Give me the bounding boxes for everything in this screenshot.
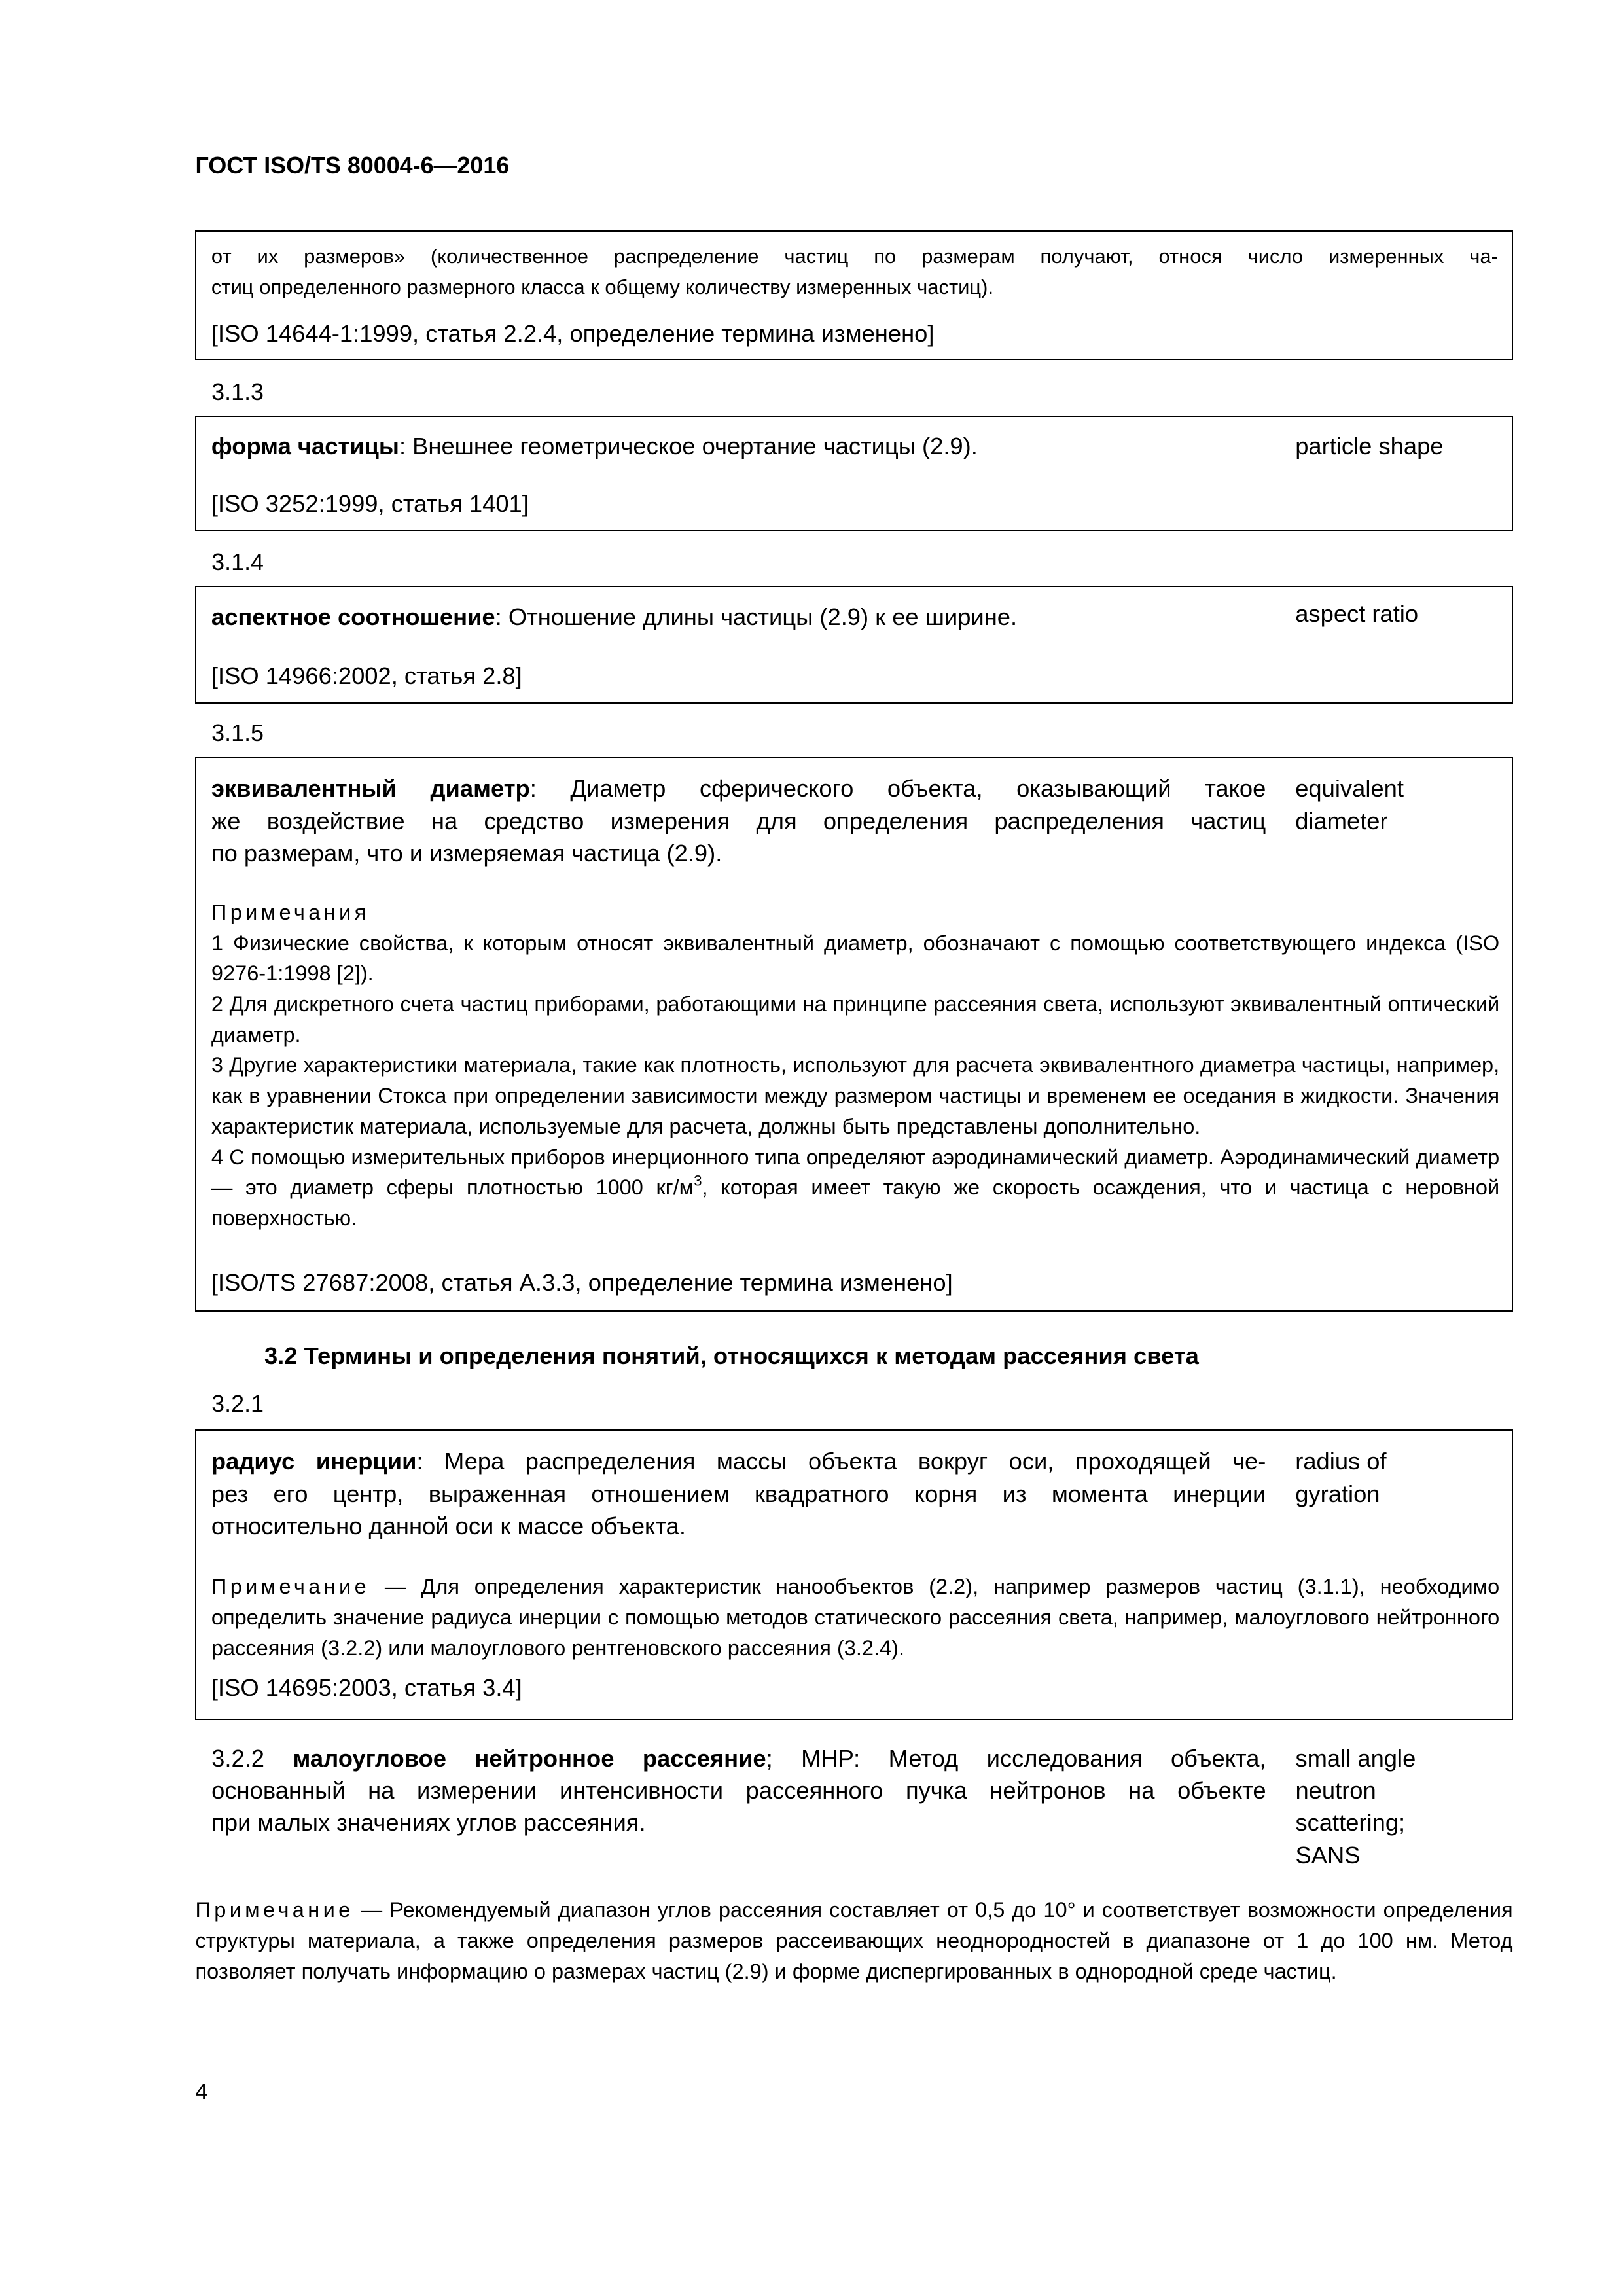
term-name: радиус инерции — [211, 1448, 417, 1475]
term-source: [ISO/TS 27687:2008, статья А.3.3, определение термина изменено] — [211, 1268, 953, 1296]
term-box-aspect-ratio — [195, 586, 1512, 704]
term-box-particle-shape — [195, 416, 1512, 531]
term-definition-line-3: по размерам, что и измеряемая частица (2.9). — [211, 840, 722, 867]
page-number: 4 — [195, 2079, 208, 2104]
term-definition — [211, 430, 978, 462]
notes-title: Примечания — [211, 901, 370, 925]
term-definition-line-2: же воздействие на средство измерения для определения распределения частиц — [211, 807, 1266, 834]
document-header: ГОСТ ISO/TS 80004-6—2016 — [195, 152, 510, 179]
term-definition-text: : Внешнее геометрическое очертание частицы (2.9). — [399, 433, 978, 460]
term-name: форма частицы — [211, 433, 399, 460]
term-box-equivalent-diameter — [195, 757, 1512, 1312]
section-heading: 3.2 Термины и определения понятий, относящихся к методам рассеяния света — [264, 1342, 1199, 1370]
term-source: [ISO 14695:2003, статья 3.4] — [211, 1674, 522, 1702]
term-english-sans: small angle neutron scattering; SANS — [1295, 1744, 1416, 1869]
term-definition — [211, 772, 1266, 869]
term-english: aspect ratio — [1295, 600, 1419, 628]
note-label: Примечание — [195, 1898, 354, 1922]
term-definition-line-1: 3.2.2 малоугловое нейтронное рассеяние; МНР: Метод исследования объекта, — [211, 1744, 1266, 1772]
term-definition-sans — [211, 1742, 1266, 1839]
term-english: radius of gyration — [1295, 1448, 1387, 1507]
continuation-box — [195, 230, 1512, 359]
term-definition — [211, 601, 1017, 633]
term-definition-line-1: эквивалентный диаметр: Диаметр сферического объекта, оказывающий такое — [211, 775, 1266, 802]
term-number-3-2-2: 3.2.2 — [211, 1744, 265, 1772]
continuation-line-2: стиц определенного размерного класса к общему количеству измеренных частиц). — [211, 275, 994, 298]
term-definition-line-2: рез его центр, выраженная отношением квадратного корня из момента инерции — [211, 1480, 1266, 1507]
term-source: [ISO 14966:2002, статья 2.8] — [211, 662, 522, 689]
note-2: 2 Для дискретного счета частиц приборами, работающими на принципе рассеяния света, используют эквивалентный оптический диаметр. — [211, 992, 1500, 1047]
note-1: 1 Физические свойства, к которым относят эквивалентный диаметр, обозначают с помощью соответствующего индекса (ISO 9276-1:1998 [2]). — [211, 931, 1500, 986]
term-english: particle shape — [1295, 433, 1444, 460]
term-name: аспектное соотношение — [211, 603, 495, 630]
term-definition — [211, 1445, 1266, 1542]
term-english: equivalent diameter — [1295, 775, 1404, 834]
continuation-line-1: от их размеров» (количественное распределение частиц по размерам получают, относя число измеренных ча- — [211, 244, 1498, 268]
term-name: малоугловое нейтронное рассеяние — [293, 1744, 766, 1772]
note-4: 4 С помощью измерительных приборов инерционного типа определяют аэродинамический диаметр. Аэродинамический диаметр — это диаметр сферы плотностью 1000 $кг/м^3$, которая имеет такую же скорость осаждения, что и частица с неровной поверхностью. — [211, 1145, 1500, 1230]
term-number-3-2-1: 3.2.1 — [211, 1391, 264, 1418]
term-source: [ISO 3252:1999, статья 1401] — [211, 490, 529, 518]
term-definition-line-3: при малых значениях углов рассеяния. — [211, 1809, 646, 1837]
continuation-source: [ISO 14644-1:1999, статья 2.2.4, определение термина изменено] — [211, 320, 935, 347]
term-box-radius-of-gyration — [195, 1429, 1512, 1720]
note-label: Примечание — [211, 1575, 370, 1599]
note-3: 3 Другие характеристики материала, такие как плотность, используют для расчета эквивалентного диаметра частицы, например, как в уравнении Стокса при определении зависимости между размером частицы и временем ее оседания в жидкости. Значения характеристик материала, используемые для расчета, должны быть представлены дополнительно. — [211, 1053, 1500, 1138]
notes-block — [211, 897, 1499, 1234]
term-definition-line-3: относительно данной оси к массе объекта. — [211, 1512, 686, 1539]
note-text: — Для определения характеристик нанообъектов (2.2), например размеров частиц (3.1.1), необходимо определить значение радиуса инерции с помощью методов статического рассеяния света, например, малоуглового нейтронного рассеяния (3.2.2) или малоуглового рентгеновского рассеяния (3.2.4). — [211, 1575, 1500, 1660]
term-number-3-1-3: 3.1.3 — [211, 379, 264, 406]
term-definition-text: : Отношение длины частицы (2.9) к ее ширине. — [495, 603, 1018, 630]
term-number-3-1-4: 3.1.4 — [211, 549, 264, 576]
term-name: эквивалентный диаметр — [211, 775, 530, 802]
term-definition-line-1: радиус инерции: Мера распределения массы объекта вокруг оси, проходящей че- — [211, 1448, 1266, 1475]
term-number-3-1-5: 3.1.5 — [211, 719, 264, 746]
term-definition-line-2: основанный на измерении интенсивности рассеянного пучка нейтронов на объекте — [211, 1777, 1266, 1804]
note-block — [211, 1571, 1499, 1663]
note-text: — Рекомендуемый диапазон углов рассеяния составляет от 0,5 до 10° и соответствует возможности определения структуры материала, а также определения размеров рассеивающих неоднородностей в диапазоне от 1 до 100 нм. Метод позволяет получать информацию о размерах частиц (2.9) и форме диспергированных в однородной среде частиц. — [195, 1898, 1513, 1983]
note-block-sans — [195, 1895, 1512, 1986]
